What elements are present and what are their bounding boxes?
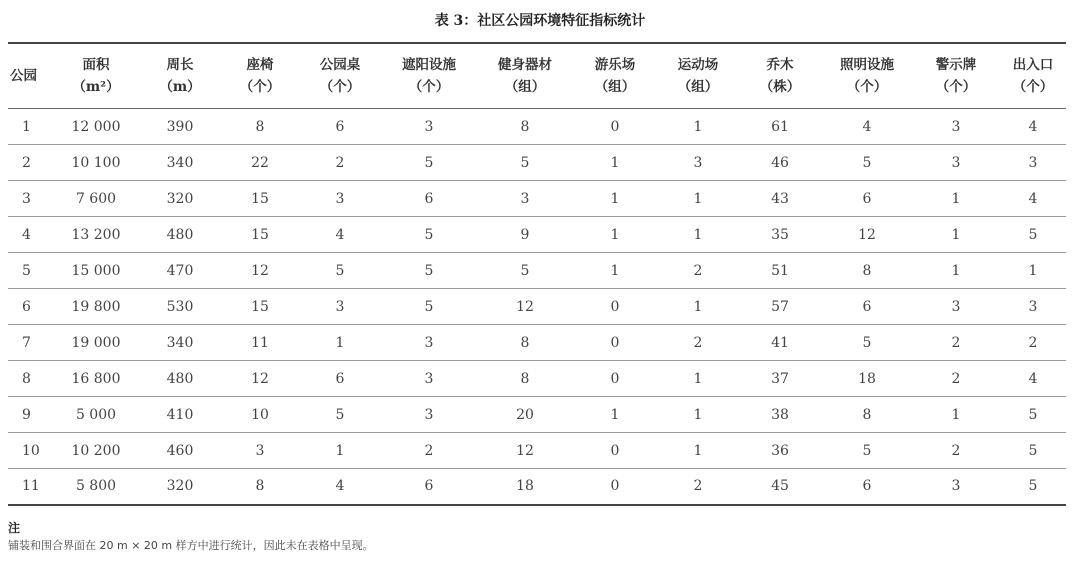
table-cell: 12 <box>516 298 534 315</box>
table-cell: 1 <box>693 226 703 243</box>
table-cell: 3 <box>335 298 345 315</box>
table-cell: 12 <box>251 370 269 387</box>
table-cell: 3 <box>424 118 434 135</box>
table-cell: 1 <box>951 190 961 207</box>
table-cell: 0 <box>610 442 620 459</box>
table-cell: 18 <box>858 370 876 387</box>
column-header <box>52 43 140 109</box>
table-cell: 12 <box>516 442 534 459</box>
table-cell: 4 <box>1028 190 1038 207</box>
table-cell: 8 <box>520 118 530 135</box>
column-header <box>8 43 52 109</box>
table-cell: 12 <box>251 262 269 279</box>
table-cell: 6 <box>424 190 434 207</box>
column-header-unit: （组） <box>677 79 719 95</box>
table-cell: 10 <box>22 442 40 459</box>
table-cell: 1 <box>610 154 620 171</box>
header-row <box>8 43 1066 109</box>
table-cell: 5 <box>862 442 872 459</box>
column-header-name: 照明设施 <box>840 57 894 73</box>
table-cell: 9 <box>520 226 530 243</box>
table-cell: 1 <box>610 406 620 423</box>
table-cell: 6 <box>335 370 345 387</box>
table-cell: 5 <box>862 154 872 171</box>
column-header-name: 公园桌 <box>319 57 361 73</box>
table-cell: 0 <box>610 118 620 135</box>
table-cell: 3 <box>1028 154 1038 171</box>
table-cell: 22 <box>251 154 269 171</box>
table-cell: 3 <box>424 334 434 351</box>
table-cell: 10 <box>251 406 269 423</box>
table-cell: 8 <box>255 118 265 135</box>
table-cell: 11 <box>22 478 40 495</box>
table-cell: 6 <box>335 118 345 135</box>
table-cell: 2 <box>335 154 345 171</box>
table-row <box>8 145 1066 181</box>
table-cell: 5 <box>1028 406 1038 423</box>
table-cell: 46 <box>771 154 789 171</box>
column-header-name: 面积 <box>82 57 110 73</box>
table-cell: 3 <box>424 406 434 423</box>
table-cell: 37 <box>771 370 789 387</box>
table-cell: 5 <box>335 406 345 423</box>
column-header <box>478 43 572 109</box>
table-cell: 7 <box>22 334 31 351</box>
table-header <box>8 43 1066 109</box>
table-cell: 19 800 <box>71 298 121 315</box>
table-cell: 3 <box>520 190 530 207</box>
table-cell: 1 <box>693 118 703 135</box>
column-header <box>822 43 912 109</box>
table-cell: 5 <box>335 262 345 279</box>
column-header <box>380 43 478 109</box>
table-cell: 5 <box>1028 226 1038 243</box>
table-cell: 5 <box>424 226 434 243</box>
table-cell: 5 <box>1028 442 1038 459</box>
table-cell: 15 <box>251 226 269 243</box>
column-header-name: 运动场 <box>677 57 719 73</box>
table-cell: 1 <box>610 262 620 279</box>
table-cell: 1 <box>22 118 31 135</box>
column-header-unit: （组） <box>504 79 546 95</box>
table-cell: 8 <box>520 370 530 387</box>
table-cell: 2 <box>424 442 434 459</box>
table-cell: 6 <box>424 478 434 495</box>
table-cell: 5 800 <box>75 478 117 495</box>
table-cell: 1 <box>335 334 345 351</box>
table-cell: 15 <box>251 190 269 207</box>
table-cell: 10 100 <box>71 154 121 171</box>
table-cell: 6 <box>22 298 31 315</box>
table-cell: 410 <box>166 406 194 423</box>
table-cell: 6 <box>862 190 872 207</box>
table-cell: 3 <box>424 370 434 387</box>
column-header-unit: （个） <box>408 79 450 95</box>
table-cell: 3 <box>951 154 961 171</box>
table-cell: 41 <box>771 334 789 351</box>
table-body <box>8 109 1066 505</box>
table-cell: 61 <box>771 118 789 135</box>
column-header-name: 遮阳设施 <box>402 57 456 73</box>
table-cell: 15 000 <box>71 262 121 279</box>
table-cell: 3 <box>335 190 345 207</box>
table-cell: 1 <box>693 406 703 423</box>
table-cell: 9 <box>22 406 31 423</box>
table-cell: 3 <box>951 298 961 315</box>
table-cell: 3 <box>693 154 703 171</box>
table-cell: 1 <box>693 442 703 459</box>
column-header-unit: （组） <box>594 79 636 95</box>
table-cell: 51 <box>771 262 789 279</box>
table-cell: 1 <box>1028 262 1038 279</box>
table-cell: 480 <box>166 370 194 387</box>
table-cell: 2 <box>951 442 961 459</box>
column-header-name: 座椅 <box>246 57 274 73</box>
table-cell: 2 <box>22 154 31 171</box>
table-row <box>8 181 1066 217</box>
column-header-unit: （个） <box>1012 79 1054 95</box>
table-cell: 8 <box>22 370 31 387</box>
table-cell: 4 <box>1028 370 1038 387</box>
table-cell: 0 <box>610 298 620 315</box>
table-cell: 0 <box>610 478 620 495</box>
table-cell: 15 <box>251 298 269 315</box>
table-cell: 3 <box>22 190 31 207</box>
table-row <box>8 433 1066 469</box>
table-cell: 320 <box>166 478 194 495</box>
column-header-unit: （株） <box>759 79 801 95</box>
table-cell: 20 <box>516 406 534 423</box>
table-row <box>8 109 1066 145</box>
table-cell: 2 <box>1028 334 1038 351</box>
column-header-name: 警示牌 <box>935 57 977 73</box>
table-cell: 1 <box>693 190 703 207</box>
park-statistics-table <box>8 42 1066 506</box>
table-row <box>8 253 1066 289</box>
table-cell: 2 <box>693 334 703 351</box>
table-cell: 5 <box>424 154 434 171</box>
table-cell: 11 <box>251 334 269 351</box>
table-cell: 2 <box>951 370 961 387</box>
table-cell: 5 <box>22 262 31 279</box>
table-cell: 12 <box>858 226 876 243</box>
table-cell: 57 <box>771 298 789 315</box>
column-header-name: 游乐场 <box>594 57 636 73</box>
table-cell: 5 <box>862 334 872 351</box>
table-cell: 1 <box>610 226 620 243</box>
table-cell: 8 <box>520 334 530 351</box>
table-cell: 35 <box>771 226 789 243</box>
table-cell: 340 <box>166 334 194 351</box>
table-cell: 0 <box>610 334 620 351</box>
table-cell: 2 <box>951 334 961 351</box>
table-cell: 340 <box>166 154 194 171</box>
table-cell: 480 <box>166 226 194 243</box>
table-cell: 390 <box>166 118 194 135</box>
table-cell: 470 <box>166 262 194 279</box>
column-header-unit: （m²） <box>72 79 120 95</box>
column-header-unit: （m） <box>159 79 201 95</box>
table-row <box>8 289 1066 325</box>
table-cell: 43 <box>771 190 789 207</box>
table-title: 表 3：社区公园环境特征指标统计 <box>434 13 646 29</box>
column-header-name: 公园 <box>10 68 37 84</box>
note-text: 铺装和围合界面在 20 m × 20 m 样方中进行统计，因此未在表格中呈现。 <box>8 539 374 552</box>
table-cell: 5 <box>424 262 434 279</box>
column-header-name: 健身器材 <box>498 57 552 73</box>
table-cell: 0 <box>610 370 620 387</box>
table-cell: 3 <box>255 442 265 459</box>
table-cell: 45 <box>771 478 789 495</box>
table-cell: 13 200 <box>71 226 121 243</box>
table-cell: 320 <box>166 190 194 207</box>
table-cell: 5 000 <box>75 406 117 423</box>
table-cell: 3 <box>951 118 961 135</box>
table-cell: 1 <box>951 406 961 423</box>
note-title: 注 <box>8 521 21 535</box>
table-cell: 38 <box>771 406 789 423</box>
table-row <box>8 325 1066 361</box>
column-header-name: 周长 <box>166 57 194 73</box>
column-header <box>572 43 658 109</box>
column-header-name: 乔木 <box>766 57 794 73</box>
table-cell: 530 <box>166 298 194 315</box>
column-header <box>140 43 220 109</box>
table-cell: 7 600 <box>75 190 117 207</box>
column-header-name: 出入口 <box>1012 57 1054 73</box>
table-note <box>8 520 374 554</box>
table-cell: 4 <box>1028 118 1038 135</box>
column-header <box>658 43 738 109</box>
table-cell: 10 200 <box>71 442 121 459</box>
table-cell: 8 <box>255 478 265 495</box>
table-cell: 460 <box>166 442 194 459</box>
column-header-unit: （个） <box>935 79 977 95</box>
table-cell: 2 <box>693 478 703 495</box>
table-cell: 8 <box>862 406 872 423</box>
table-cell: 18 <box>516 478 534 495</box>
table-row <box>8 397 1066 433</box>
table-cell: 4 <box>335 226 345 243</box>
table-cell: 16 800 <box>71 370 121 387</box>
table-cell: 1 <box>610 190 620 207</box>
column-header-unit: （个） <box>846 79 888 95</box>
table-cell: 19 000 <box>71 334 121 351</box>
table-row <box>8 217 1066 253</box>
table-cell: 4 <box>862 118 872 135</box>
column-header <box>220 43 300 109</box>
table-cell: 5 <box>520 262 530 279</box>
table-cell: 3 <box>1028 298 1038 315</box>
table-cell: 2 <box>693 262 703 279</box>
table-cell: 3 <box>951 478 961 495</box>
table-cell: 6 <box>862 478 872 495</box>
table-cell: 5 <box>520 154 530 171</box>
column-header <box>1000 43 1066 109</box>
table-cell: 5 <box>1028 478 1038 495</box>
column-header <box>912 43 1000 109</box>
table-row <box>8 469 1066 505</box>
column-header <box>738 43 822 109</box>
table-cell: 1 <box>335 442 345 459</box>
table-cell: 5 <box>424 298 434 315</box>
table-cell: 1 <box>693 370 703 387</box>
table-cell: 6 <box>862 298 872 315</box>
table-cell: 4 <box>22 226 31 243</box>
table-cell: 12 000 <box>71 118 121 135</box>
column-header-unit: （个） <box>239 79 281 95</box>
table-cell: 1 <box>951 226 961 243</box>
column-header-unit: （个） <box>319 79 361 95</box>
table-cell: 36 <box>771 442 789 459</box>
column-header <box>300 43 380 109</box>
table-cell: 4 <box>335 478 345 495</box>
table-cell: 1 <box>693 298 703 315</box>
table-cell: 1 <box>951 262 961 279</box>
table-row <box>8 361 1066 397</box>
table-cell: 8 <box>862 262 872 279</box>
